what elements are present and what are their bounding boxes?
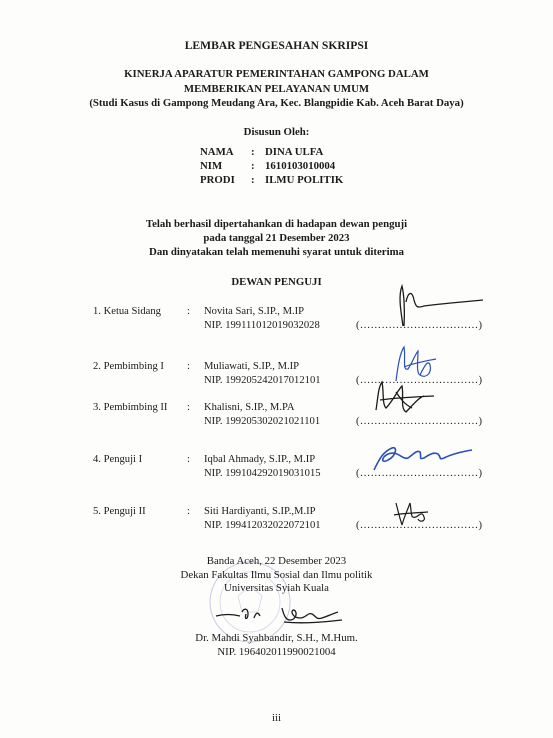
examiner-name: Muliawati, S.IP., M.IP	[204, 361, 300, 372]
examiner-name: Khalisni, S.IP., M.PA	[204, 402, 295, 413]
signature-ketua-sidang	[368, 282, 488, 332]
examiner-name: Siti Hardiyanti, S.IP.,M.IP	[204, 506, 316, 517]
examiner-name: Novita Sari, S.IP., M.IP	[204, 306, 305, 317]
author-nim-sep: :	[251, 160, 255, 172]
signature-penguji-2	[388, 495, 438, 530]
examiner-role: 4. Penguji I	[93, 454, 143, 465]
signature-line: (……………………………)	[356, 468, 483, 479]
approval-position-2: Universitas Syiah Kuala	[224, 582, 329, 594]
approval-place-date: Banda Aceh, 22 Desember 2023	[206, 555, 347, 567]
thesis-title-line-2: MEMBERIKAN PELAYANAN UMUM	[183, 83, 370, 95]
author-name-label: NAMA	[200, 146, 234, 158]
defense-line-3: Dan dinyatakan telah memenuhi syarat untuk diterima	[149, 246, 404, 258]
examiner-sep: :	[187, 361, 190, 372]
dean-nip: NIP. 196402011990021004	[217, 646, 336, 658]
author-name-value: DINA ULFA	[265, 146, 324, 158]
page-title: LEMBAR PENGESAHAN SKRIPSI	[184, 39, 369, 52]
examiner-sep: :	[187, 454, 190, 465]
author-nim-value: 1610103010004	[265, 160, 336, 172]
examiner-role: 5. Penguji II	[93, 506, 146, 517]
examiner-role: 1. Ketua Sidang	[93, 306, 161, 317]
examiner-name: Iqbal Ahmady, S.IP., M.IP	[204, 454, 316, 465]
author-heading: Disusun Oleh:	[243, 126, 310, 138]
signature-line: (……………………………)	[356, 375, 483, 386]
examiner-role: 3. Pembimbing II	[93, 402, 168, 413]
signature-line: (……………………………)	[356, 320, 483, 331]
signature-penguji-1	[368, 440, 478, 475]
signature-line: (……………………………)	[356, 520, 483, 531]
author-nim-label: NIM	[200, 160, 223, 172]
examiner-nip: NIP. 199412032022072101	[204, 520, 321, 531]
dean-name: Dr. Mahdi Syahbandir, S.H., M.Hum.	[195, 632, 358, 644]
examiner-sep: :	[187, 402, 190, 413]
approval-position-1: Dekan Fakultas Ilmu Sosial dan Ilmu politik	[180, 569, 373, 581]
author-prodi-value: ILMU POLITIK	[265, 174, 344, 186]
examiner-sep: :	[187, 506, 190, 517]
examiner-nip: NIP. 199205302021021101	[204, 416, 321, 427]
thesis-subtitle: (Studi Kasus di Gampong Meudang Ara, Kec. Blangpidie Kab. Aceh Barat Daya)	[89, 97, 464, 109]
examiner-nip: NIP. 199205242017012101	[204, 375, 321, 386]
signature-pembimbing-2	[372, 378, 442, 418]
signature-dean	[212, 598, 352, 628]
examiner-role: 2. Pembimbing I	[93, 361, 164, 372]
defense-line-1: Telah berhasil dipertahankan di hadapan dewan penguji	[145, 218, 408, 230]
page-number: iii	[272, 712, 281, 724]
defense-line-2: pada tanggal 21 Desember 2023	[203, 232, 350, 244]
examiner-nip: NIP. 199111012019032028	[204, 320, 320, 331]
author-prodi-label: PRODI	[200, 174, 235, 186]
examiner-sep: :	[187, 306, 190, 317]
signature-line: (……………………………)	[356, 416, 483, 427]
board-heading: DEWAN PENGUJI	[231, 276, 322, 288]
thesis-title-line-1: KINERJA APARATUR PEMERINTAHAN GAMPONG DALAM	[124, 68, 429, 80]
author-prodi-sep: :	[251, 174, 255, 186]
examiner-nip: NIP. 199104292019031015	[204, 468, 321, 479]
author-name-sep: :	[251, 146, 255, 158]
